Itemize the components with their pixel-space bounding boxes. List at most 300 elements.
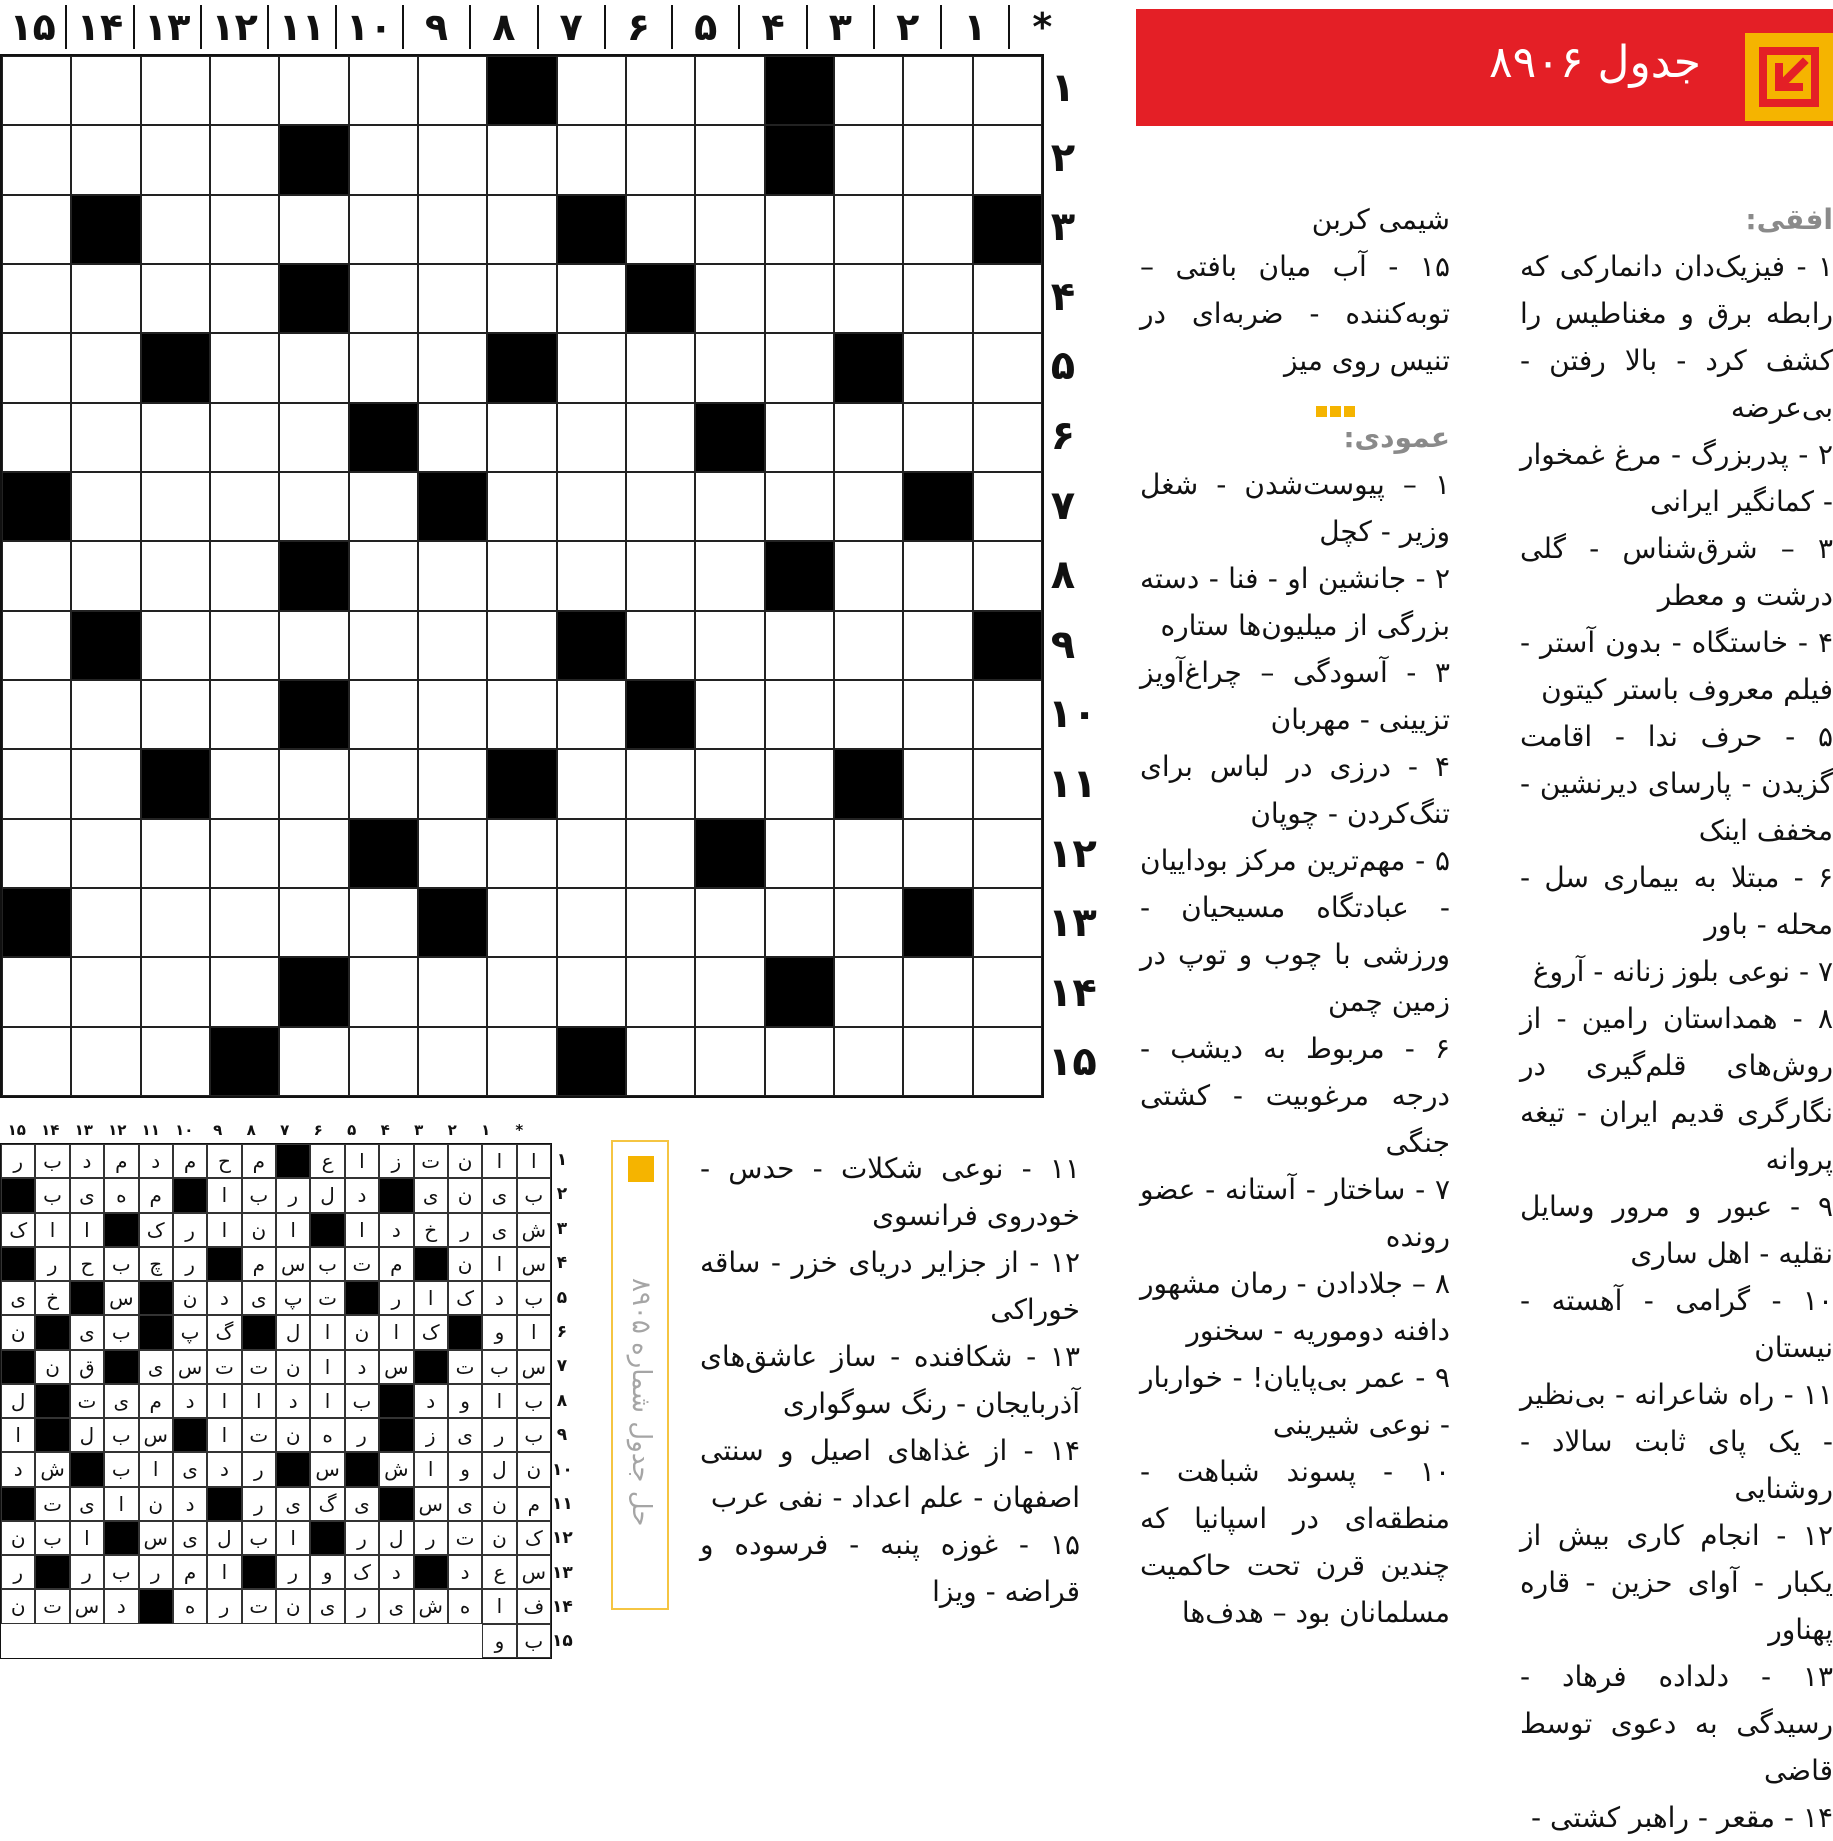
grid-cell[interactable] — [349, 541, 418, 610]
solution-cell: ا — [482, 1589, 516, 1623]
grid-cell[interactable] — [2, 1027, 71, 1096]
grid-cell[interactable] — [765, 1027, 834, 1096]
grid-cell[interactable] — [418, 195, 487, 264]
grid-cell[interactable] — [973, 819, 1042, 888]
grid-cell[interactable] — [141, 541, 210, 610]
solution-black-cell — [414, 1350, 448, 1384]
grid-cell[interactable] — [973, 888, 1042, 957]
solution-cell: ی — [345, 1487, 379, 1521]
grid-cell[interactable] — [557, 749, 626, 818]
solution-cell: ن — [448, 1178, 482, 1212]
clue-text: ۱۲ - از جزایر دریای خزر - ساقه خوراکی — [700, 1246, 1080, 1326]
grid-cell[interactable] — [834, 56, 903, 125]
grid-cell[interactable] — [279, 749, 348, 818]
grid-cell[interactable] — [210, 56, 279, 125]
solution-cell: ا — [70, 1213, 104, 1247]
grid-cell[interactable] — [141, 1027, 210, 1096]
column-number: ۱۱ — [267, 5, 334, 49]
row-number: ۱۵ — [1048, 1039, 1097, 1086]
grid-cell[interactable] — [2, 611, 71, 680]
grid-cell[interactable] — [71, 56, 140, 125]
grid-cell[interactable] — [279, 472, 348, 541]
grid-cell[interactable] — [695, 56, 764, 125]
grid-cell[interactable] — [626, 749, 695, 818]
solution-cell: ش — [35, 1452, 69, 1486]
grid-cell[interactable] — [418, 541, 487, 610]
grid-cell[interactable] — [141, 680, 210, 749]
grid-cell[interactable] — [418, 957, 487, 1026]
grid-cell[interactable] — [71, 957, 140, 1026]
solution-cell: د — [345, 1178, 379, 1212]
solution-cell: ب — [104, 1247, 138, 1281]
solution-cell: ن — [517, 1452, 551, 1486]
solution-cell: ک — [517, 1521, 551, 1555]
row-number: ۳ — [1050, 204, 1076, 251]
grid-cell[interactable] — [349, 333, 418, 402]
grid-cell[interactable] — [210, 819, 279, 888]
grid-cell[interactable] — [626, 541, 695, 610]
grid-cell[interactable] — [418, 264, 487, 333]
grid-cell[interactable] — [765, 611, 834, 680]
column-number: ۱۰ — [335, 5, 402, 49]
grid-cell[interactable] — [765, 195, 834, 264]
grid-cell[interactable] — [557, 264, 626, 333]
grid-cell[interactable] — [71, 403, 140, 472]
grid-cell[interactable] — [695, 1027, 764, 1096]
grid-cell[interactable] — [834, 472, 903, 541]
grid-cell[interactable] — [2, 264, 71, 333]
grid-cell[interactable] — [279, 195, 348, 264]
grid-cell[interactable] — [418, 749, 487, 818]
grid-cell[interactable] — [2, 680, 71, 749]
grid-cell[interactable] — [349, 125, 418, 194]
row-number: ۱۱ — [1048, 760, 1097, 807]
solution-cell: ز — [414, 1418, 448, 1452]
grid-cell[interactable] — [695, 125, 764, 194]
grid-cell[interactable] — [695, 749, 764, 818]
grid-cell[interactable] — [2, 333, 71, 402]
black-cell — [903, 888, 972, 957]
grid-cell[interactable] — [626, 195, 695, 264]
grid-cell[interactable] — [349, 888, 418, 957]
grid-cell[interactable] — [557, 819, 626, 888]
solution-cell: ب — [104, 1418, 138, 1452]
grid-cell[interactable] — [834, 541, 903, 610]
grid-cell[interactable] — [626, 56, 695, 125]
grid-cell[interactable] — [973, 333, 1042, 402]
grid-cell[interactable] — [141, 611, 210, 680]
clue-text: ۱۵ - آب میان بافتی – توبه‌کننده - ضربه‌ای در تنیس روی میز — [1140, 250, 1450, 377]
grid-cell[interactable] — [487, 195, 556, 264]
grid-cell[interactable] — [2, 56, 71, 125]
grid-cell[interactable] — [487, 541, 556, 610]
grid-cell[interactable] — [834, 125, 903, 194]
solution-black-cell — [173, 1178, 207, 1212]
grid-cell[interactable] — [349, 472, 418, 541]
grid-cell[interactable] — [834, 819, 903, 888]
solution-cell: و — [482, 1624, 516, 1658]
solution-cell: ن — [276, 1589, 310, 1623]
solution-cell: ب — [482, 1350, 516, 1384]
grid-cell[interactable] — [279, 56, 348, 125]
grid-cell[interactable] — [210, 680, 279, 749]
solution-column-number: ۱ — [481, 1121, 491, 1139]
solution-black-cell — [207, 1247, 241, 1281]
solution-cell: د — [70, 1144, 104, 1178]
grid-cell[interactable] — [210, 472, 279, 541]
grid-cell[interactable] — [279, 819, 348, 888]
grid-cell[interactable] — [210, 957, 279, 1026]
grid-cell[interactable] — [903, 333, 972, 402]
solution-cell: ل — [70, 1418, 104, 1452]
grid-cell[interactable] — [487, 264, 556, 333]
grid-cell[interactable] — [279, 333, 348, 402]
grid-cell[interactable] — [903, 1027, 972, 1096]
grid-cell[interactable] — [626, 333, 695, 402]
grid-cell[interactable] — [765, 333, 834, 402]
black-cell — [279, 957, 348, 1026]
grid-cell[interactable] — [903, 749, 972, 818]
solution-cell: ب — [345, 1384, 379, 1418]
solution-cell: ر — [448, 1213, 482, 1247]
grid-cell[interactable] — [557, 680, 626, 749]
solution-cell: ر — [70, 1555, 104, 1589]
grid-cell[interactable] — [973, 541, 1042, 610]
grid-cell[interactable] — [141, 56, 210, 125]
grid-cell[interactable] — [349, 56, 418, 125]
grid-cell[interactable] — [765, 264, 834, 333]
grid-cell[interactable] — [834, 403, 903, 472]
grid-cell[interactable] — [71, 749, 140, 818]
grid-cell[interactable] — [903, 195, 972, 264]
grid-cell[interactable] — [279, 403, 348, 472]
grid-cell[interactable] — [903, 403, 972, 472]
grid-cell[interactable] — [973, 1027, 1042, 1096]
grid-cell[interactable] — [210, 333, 279, 402]
grid-cell[interactable] — [418, 56, 487, 125]
grid-cell[interactable] — [695, 333, 764, 402]
grid-cell[interactable] — [487, 125, 556, 194]
grid-cell[interactable] — [973, 680, 1042, 749]
solution-cell: ی — [414, 1178, 448, 1212]
solution-cell: ت — [207, 1350, 241, 1384]
solution-cell: ا — [207, 1213, 241, 1247]
solution-cell: ت — [448, 1350, 482, 1384]
grid-cell[interactable] — [349, 264, 418, 333]
solution-cell: ی — [173, 1452, 207, 1486]
solution-column-number: ۲ — [447, 1121, 457, 1139]
row-number: ۲ — [1050, 134, 1076, 181]
grid-cell[interactable] — [903, 541, 972, 610]
grid-cell[interactable] — [557, 56, 626, 125]
grid-cell[interactable] — [141, 957, 210, 1026]
grid-cell[interactable] — [418, 333, 487, 402]
grid-cell[interactable] — [210, 125, 279, 194]
solution-cell: م — [173, 1555, 207, 1589]
grid-cell[interactable] — [418, 680, 487, 749]
grid-cell[interactable] — [765, 819, 834, 888]
grid-cell[interactable] — [903, 680, 972, 749]
grid-cell[interactable] — [141, 888, 210, 957]
solution-cell: ک — [1, 1213, 35, 1247]
solution-black-cell — [1, 1487, 35, 1521]
solution-cell: ا — [414, 1281, 448, 1315]
solution-cell: ر — [242, 1452, 276, 1486]
grid-cell[interactable] — [973, 403, 1042, 472]
grid-cell[interactable] — [557, 541, 626, 610]
grid-cell[interactable] — [695, 195, 764, 264]
clue-text: ۱۱ - نوعی شکلات - حدس - خودروی فرانسوی — [700, 1152, 1080, 1232]
solution-cell: ی — [482, 1178, 516, 1212]
grid-cell[interactable] — [279, 888, 348, 957]
solution-cell: ب — [104, 1315, 138, 1349]
solution-column-number: ۱۴ — [41, 1121, 60, 1139]
solution-black-cell — [139, 1315, 173, 1349]
black-cell — [695, 819, 764, 888]
grid-cell[interactable] — [765, 472, 834, 541]
grid-cell[interactable] — [141, 819, 210, 888]
grid-cell[interactable] — [418, 125, 487, 194]
solution-cell: ر — [345, 1589, 379, 1623]
grid-cell[interactable] — [71, 541, 140, 610]
solution-cell: گ — [207, 1315, 241, 1349]
solution-cell: ر — [242, 1487, 276, 1521]
grid-cell[interactable] — [71, 680, 140, 749]
grid-cell[interactable] — [210, 749, 279, 818]
solution-black-cell — [173, 1418, 207, 1452]
grid-cell[interactable] — [973, 56, 1042, 125]
grid-cell[interactable] — [557, 333, 626, 402]
grid-cell[interactable] — [418, 819, 487, 888]
grid-cell[interactable] — [695, 680, 764, 749]
solution-black-cell — [242, 1555, 276, 1589]
grid-cell[interactable] — [349, 1027, 418, 1096]
grid-cell[interactable] — [349, 957, 418, 1026]
grid-cell[interactable] — [557, 957, 626, 1026]
solution-cell: م — [242, 1247, 276, 1281]
grid-cell[interactable] — [695, 611, 764, 680]
grid-cell[interactable] — [903, 125, 972, 194]
column-number: ۳ — [806, 5, 873, 49]
solution-cell: ا — [310, 1350, 344, 1384]
solution-cell: س — [517, 1247, 551, 1281]
grid-cell[interactable] — [210, 403, 279, 472]
solution-cell: ن — [276, 1350, 310, 1384]
grid-cell[interactable] — [903, 611, 972, 680]
grid-cell[interactable] — [765, 403, 834, 472]
solution-cell: ر — [173, 1213, 207, 1247]
grid-cell[interactable] — [487, 1027, 556, 1096]
grid-cell[interactable] — [2, 403, 71, 472]
grid-cell[interactable] — [71, 264, 140, 333]
grid-cell[interactable] — [695, 888, 764, 957]
black-cell — [71, 195, 140, 264]
solution-cell: ا — [207, 1384, 241, 1418]
grid-cell[interactable] — [834, 264, 903, 333]
grid-cell[interactable] — [695, 541, 764, 610]
grid-cell[interactable] — [903, 957, 972, 1026]
grid-cell[interactable] — [626, 472, 695, 541]
grid-cell[interactable] — [2, 819, 71, 888]
grid-cell[interactable] — [626, 957, 695, 1026]
grid-cell[interactable] — [834, 957, 903, 1026]
black-cell — [973, 611, 1042, 680]
grid-cell[interactable] — [834, 1027, 903, 1096]
grid-cell[interactable] — [2, 125, 71, 194]
grid-cell[interactable] — [973, 472, 1042, 541]
grid-cell[interactable] — [418, 1027, 487, 1096]
solution-cell: ش — [517, 1213, 551, 1247]
solution-cell: ن — [173, 1281, 207, 1315]
grid-cell[interactable] — [487, 888, 556, 957]
solution-cell: ر — [414, 1521, 448, 1555]
grid-cell[interactable] — [903, 819, 972, 888]
solution-column-number: ۴ — [380, 1121, 390, 1139]
grid-cell[interactable] — [141, 403, 210, 472]
solution-cell: ا — [207, 1418, 241, 1452]
grid-cell[interactable] — [349, 195, 418, 264]
grid-cell[interactable] — [71, 125, 140, 194]
solution-cell: ن — [345, 1315, 379, 1349]
grid-cell[interactable] — [2, 749, 71, 818]
grid-cell[interactable] — [557, 125, 626, 194]
solution-cell: ب — [517, 1281, 551, 1315]
grid-cell[interactable] — [695, 264, 764, 333]
grid-cell[interactable] — [626, 1027, 695, 1096]
grid-cell[interactable] — [695, 472, 764, 541]
grid-cell[interactable] — [71, 888, 140, 957]
row-number: ۷ — [1050, 482, 1076, 529]
arrow-icon — [1745, 33, 1833, 121]
solution-cell: ر — [139, 1555, 173, 1589]
solution-cell: و — [448, 1452, 482, 1486]
solution-cell: ب — [242, 1521, 276, 1555]
solution-column-number: * — [515, 1121, 524, 1139]
grid-cell[interactable] — [71, 1027, 140, 1096]
black-cell — [626, 680, 695, 749]
solution-cell: د — [207, 1452, 241, 1486]
grid-cell[interactable] — [973, 264, 1042, 333]
grid-cell[interactable] — [210, 888, 279, 957]
solution-black-cell — [414, 1555, 448, 1589]
grid-cell[interactable] — [626, 819, 695, 888]
solution-column-number: ۶ — [313, 1121, 323, 1139]
solution-cell: ب — [517, 1624, 551, 1658]
solution-cell: ب — [35, 1178, 69, 1212]
grid-cell[interactable] — [349, 680, 418, 749]
grid-cell[interactable] — [210, 611, 279, 680]
solution-cell: د — [139, 1144, 173, 1178]
grid-cell[interactable] — [487, 957, 556, 1026]
grid-cell[interactable] — [2, 541, 71, 610]
solution-cell: ق — [70, 1350, 104, 1384]
grid-cell[interactable] — [557, 403, 626, 472]
black-cell — [903, 472, 972, 541]
grid-cell[interactable] — [626, 611, 695, 680]
solution-black-cell — [379, 1384, 413, 1418]
grid-cell[interactable] — [349, 749, 418, 818]
grid-cell[interactable] — [418, 403, 487, 472]
grid-cell[interactable] — [71, 472, 140, 541]
grid-cell[interactable] — [71, 819, 140, 888]
big-grid-row-numbers — [1048, 54, 1097, 1098]
black-cell — [695, 403, 764, 472]
grid-cell[interactable] — [834, 888, 903, 957]
solution-cell: پ — [173, 1315, 207, 1349]
solution-black-cell — [276, 1452, 310, 1486]
grid-cell[interactable] — [279, 611, 348, 680]
separator-dots — [1140, 384, 1450, 414]
grid-cell[interactable] — [210, 264, 279, 333]
grid-cell[interactable] — [487, 819, 556, 888]
solution-black-cell — [104, 1213, 138, 1247]
clue-text: ۱۴ - مقعر - راهبر کشتی - — [1531, 1801, 1833, 1834]
black-cell — [279, 541, 348, 610]
grid-cell[interactable] — [279, 1027, 348, 1096]
grid-cell[interactable] — [973, 125, 1042, 194]
crossword-grid[interactable] — [0, 54, 1044, 1098]
grid-cell[interactable] — [557, 888, 626, 957]
solution-column-number: ۹ — [213, 1121, 223, 1139]
grid-cell[interactable] — [626, 125, 695, 194]
grid-cell[interactable] — [765, 749, 834, 818]
grid-cell[interactable] — [487, 472, 556, 541]
grid-cell[interactable] — [141, 264, 210, 333]
solution-cell: د — [448, 1555, 482, 1589]
black-cell — [834, 749, 903, 818]
grid-cell[interactable] — [2, 195, 71, 264]
solution-black-cell — [379, 1178, 413, 1212]
row-number: ۶ — [1050, 412, 1076, 459]
grid-cell[interactable] — [210, 541, 279, 610]
grid-cell[interactable] — [903, 264, 972, 333]
grid-cell[interactable] — [973, 749, 1042, 818]
grid-cell[interactable] — [903, 56, 972, 125]
grid-cell[interactable] — [765, 680, 834, 749]
grid-cell[interactable] — [141, 125, 210, 194]
grid-cell[interactable] — [141, 195, 210, 264]
grid-cell[interactable] — [487, 611, 556, 680]
grid-cell[interactable] — [141, 472, 210, 541]
title-banner — [1136, 9, 1833, 126]
solution-column-number: ۱۵ — [7, 1121, 26, 1139]
grid-cell[interactable] — [973, 957, 1042, 1026]
grid-cell[interactable] — [418, 611, 487, 680]
grid-cell[interactable] — [487, 680, 556, 749]
grid-cell[interactable] — [834, 195, 903, 264]
black-cell — [418, 888, 487, 957]
grid-cell[interactable] — [349, 611, 418, 680]
grid-cell[interactable] — [765, 888, 834, 957]
grid-cell[interactable] — [834, 611, 903, 680]
clue-text: شیمی کربن — [1311, 203, 1450, 236]
solution-cell: ب — [517, 1178, 551, 1212]
grid-cell[interactable] — [2, 957, 71, 1026]
grid-cell[interactable] — [834, 680, 903, 749]
solution-cell: د — [207, 1281, 241, 1315]
grid-cell[interactable] — [626, 888, 695, 957]
column-number: ۱ — [940, 5, 1007, 49]
grid-cell[interactable] — [487, 403, 556, 472]
grid-cell[interactable] — [557, 472, 626, 541]
solution-cell: ن — [276, 1418, 310, 1452]
grid-cell[interactable] — [626, 403, 695, 472]
grid-cell[interactable] — [695, 957, 764, 1026]
grid-cell[interactable] — [71, 333, 140, 402]
grid-cell[interactable] — [210, 195, 279, 264]
solution-cell: ر — [276, 1178, 310, 1212]
row-number: ۱۲ — [1048, 830, 1097, 877]
